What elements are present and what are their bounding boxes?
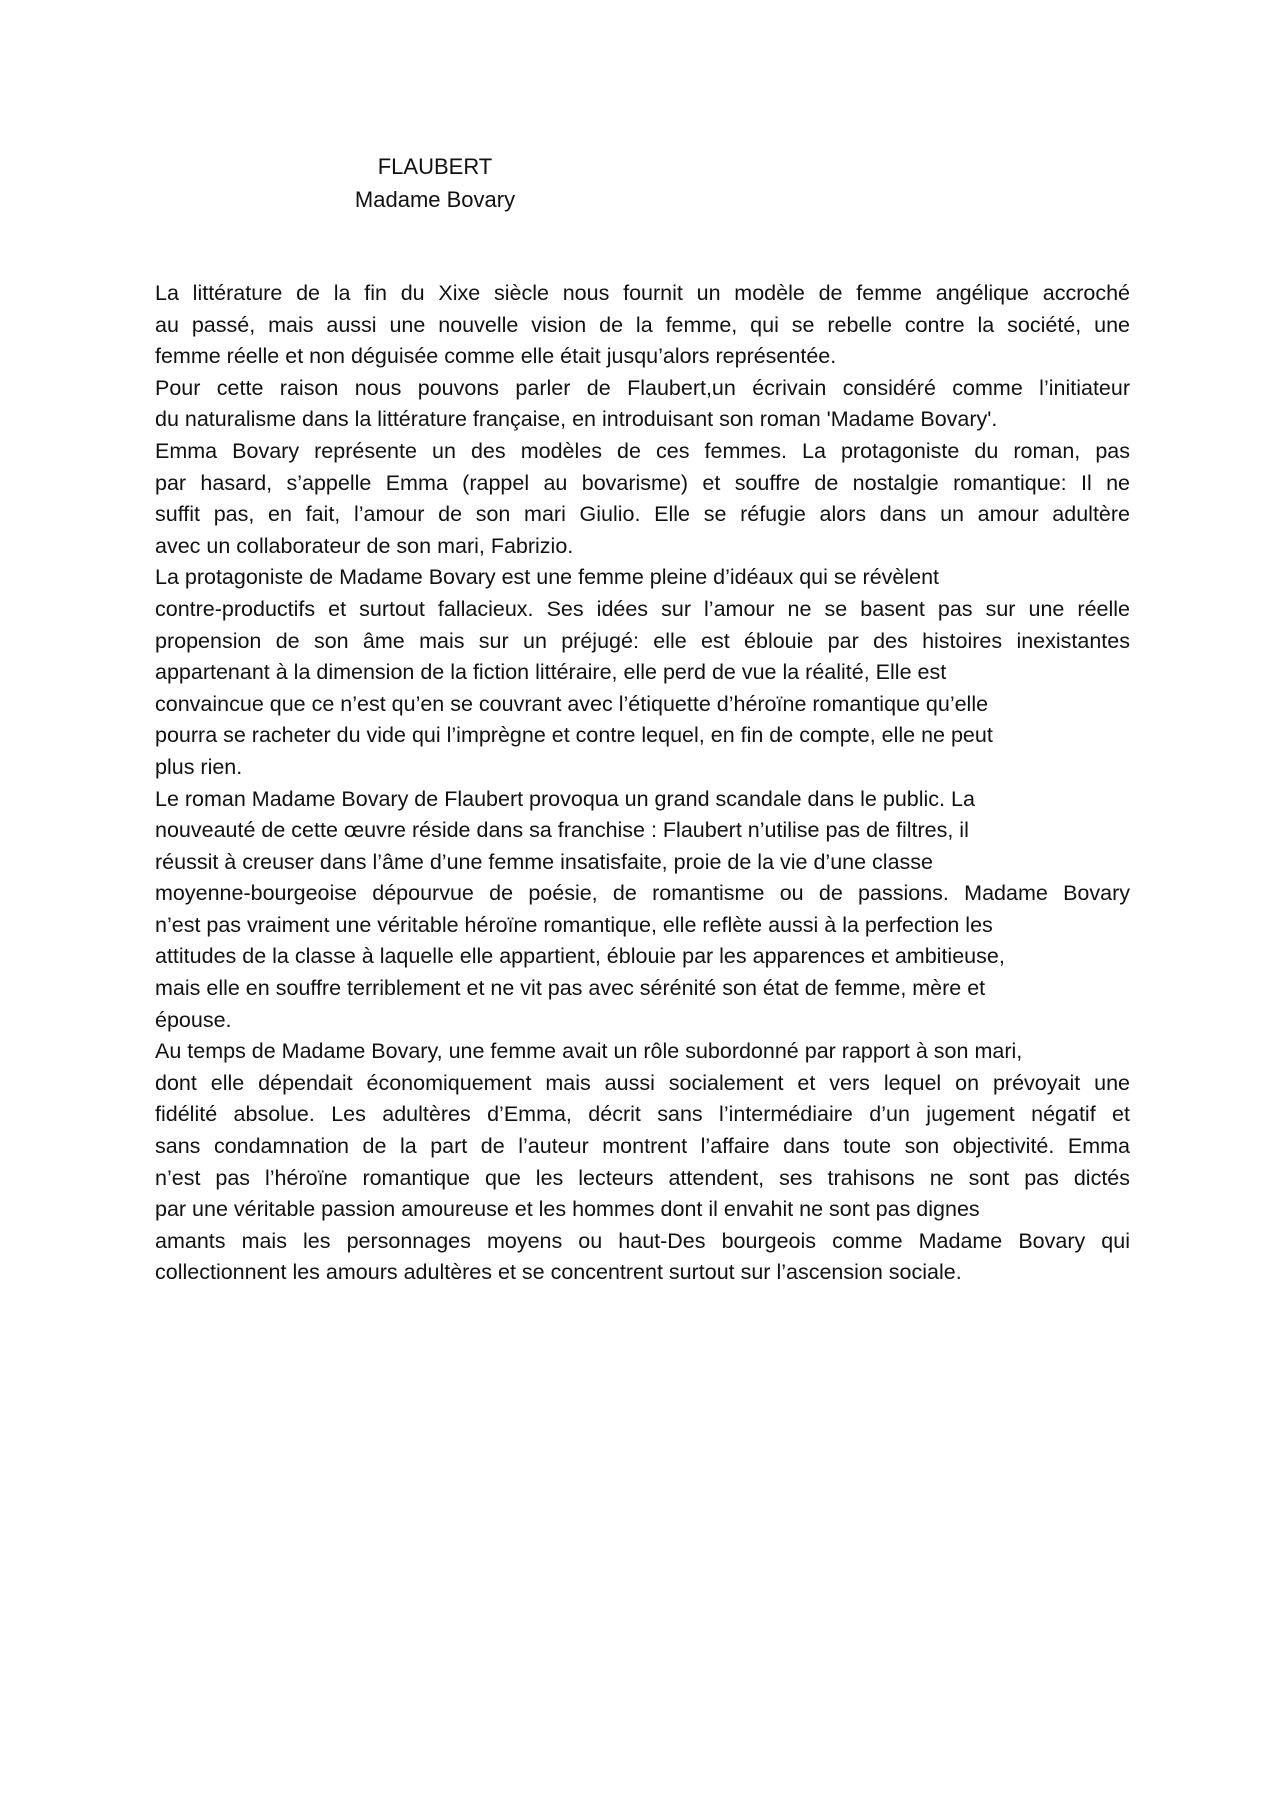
text-line: réussit à creuser dans l’âme d’une femme insatisfaite, proie de la vie d’une classe <box>155 849 933 874</box>
document-heading <box>300 150 570 216</box>
text-line: femme réelle et non déguisée comme elle était jusqu’alors représentée. <box>155 344 837 369</box>
text-line: épouse. <box>155 1007 232 1032</box>
text-line: suffit pas, en fait, l’amour de son mari Giulio. Elle se réfugie alors dans un amour adultère <box>155 502 1130 527</box>
text-line: mais elle en souffre terriblement et ne vit pas avec sérénité son état de femme, mère et <box>155 976 986 1001</box>
text-line: Au temps de Madame Bovary, une femme avait un rôle subordonné par rapport à son mari, <box>155 1039 1023 1064</box>
text-line: sans condamnation de la part de l’auteur montrent l’affaire dans toute son objectivité. Emma <box>155 1134 1130 1159</box>
text-line: Emma Bovary représente un des modèles de ces femmes. La protagoniste du roman, pas <box>155 438 1130 463</box>
text-line: fidélité absolue. Les adultères d’Emma, décrit sans l’intermédiaire d’un jugement négatif et <box>155 1102 1130 1127</box>
author-name: FLAUBERT <box>377 154 493 179</box>
text-line: n’est pas l’héroïne romantique que les lecteurs attendent, ses trahisons ne sont pas dictés <box>155 1165 1130 1190</box>
text-line: moyenne-bourgeoise dépourvue de poésie, de romantisme ou de passions. Madame Bovary <box>155 881 1130 906</box>
text-line: Le roman Madame Bovary de Flaubert provoqua un grand scandale dans le public. La <box>155 786 975 811</box>
text-line: Pour cette raison nous pouvons parler de Flaubert,un écrivain considéré comme l’initiateur <box>155 375 1130 400</box>
text-line: amants mais les personnages moyens ou haut-Des bourgeois comme Madame Bovary qui <box>155 1228 1130 1253</box>
text-line: par une véritable passion amoureuse et les hommes dont il envahit ne sont pas dignes <box>155 1197 980 1222</box>
text-line: avec un collaborateur de son mari, Fabrizio. <box>155 533 574 558</box>
text-line: propension de son âme mais sur un préjugé: elle est éblouie par des histoires inexistantes <box>155 628 1130 653</box>
text-line: La protagoniste de Madame Bovary est une femme pleine d’idéaux qui se révèlent <box>155 565 940 590</box>
text-line: plus rien. <box>155 754 243 779</box>
text-line: du naturalisme dans la littérature française, en introduisant son roman 'Madame Bovary'. <box>155 407 998 432</box>
text-line: attitudes de la classe à laquelle elle appartient, éblouie par les apparences et ambitieuse, <box>155 944 1005 969</box>
text-line: dont elle dépendait économiquement mais aussi socialement et vers lequel on prévoyait une <box>155 1070 1130 1095</box>
text-line: pourra se racheter du vide qui l’imprègne et contre lequel, en fin de compte, elle ne peut <box>155 723 993 748</box>
text-line: n’est pas vraiment une véritable héroïne romantique, elle reflète aussi à la perfection les <box>155 912 993 937</box>
text-line: collectionnent les amours adultères et se concentrent surtout sur l’ascension sociale. <box>155 1260 962 1285</box>
document-title: Madame Bovary <box>354 187 516 212</box>
text-line: contre-productifs et surtout fallacieux. Ses idées sur l’amour ne se basent pas sur une réelle <box>155 596 1130 621</box>
text-line: La littérature de la fin du Xixe siècle nous fournit un modèle de femme angélique accroché <box>155 281 1130 305</box>
text-line: convaincue que ce n’est qu’en se couvrant avec l’étiquette d’héroïne romantique qu’elle <box>155 691 989 716</box>
body-text <box>155 278 1130 1289</box>
text-line: appartenant à la dimension de la fiction littéraire, elle perd de vue la réalité, Elle est <box>155 660 947 685</box>
text-line: au passé, mais aussi une nouvelle vision de la femme, qui se rebelle contre la société, une <box>155 312 1130 337</box>
text-line: nouveauté de cette œuvre réside dans sa franchise : Flaubert n’utilise pas de filtres, il <box>155 818 969 843</box>
text-line: par hasard, s’appelle Emma (rappel au bovarisme) et souffre de nostalgie romantique: Il ne <box>155 470 1130 495</box>
